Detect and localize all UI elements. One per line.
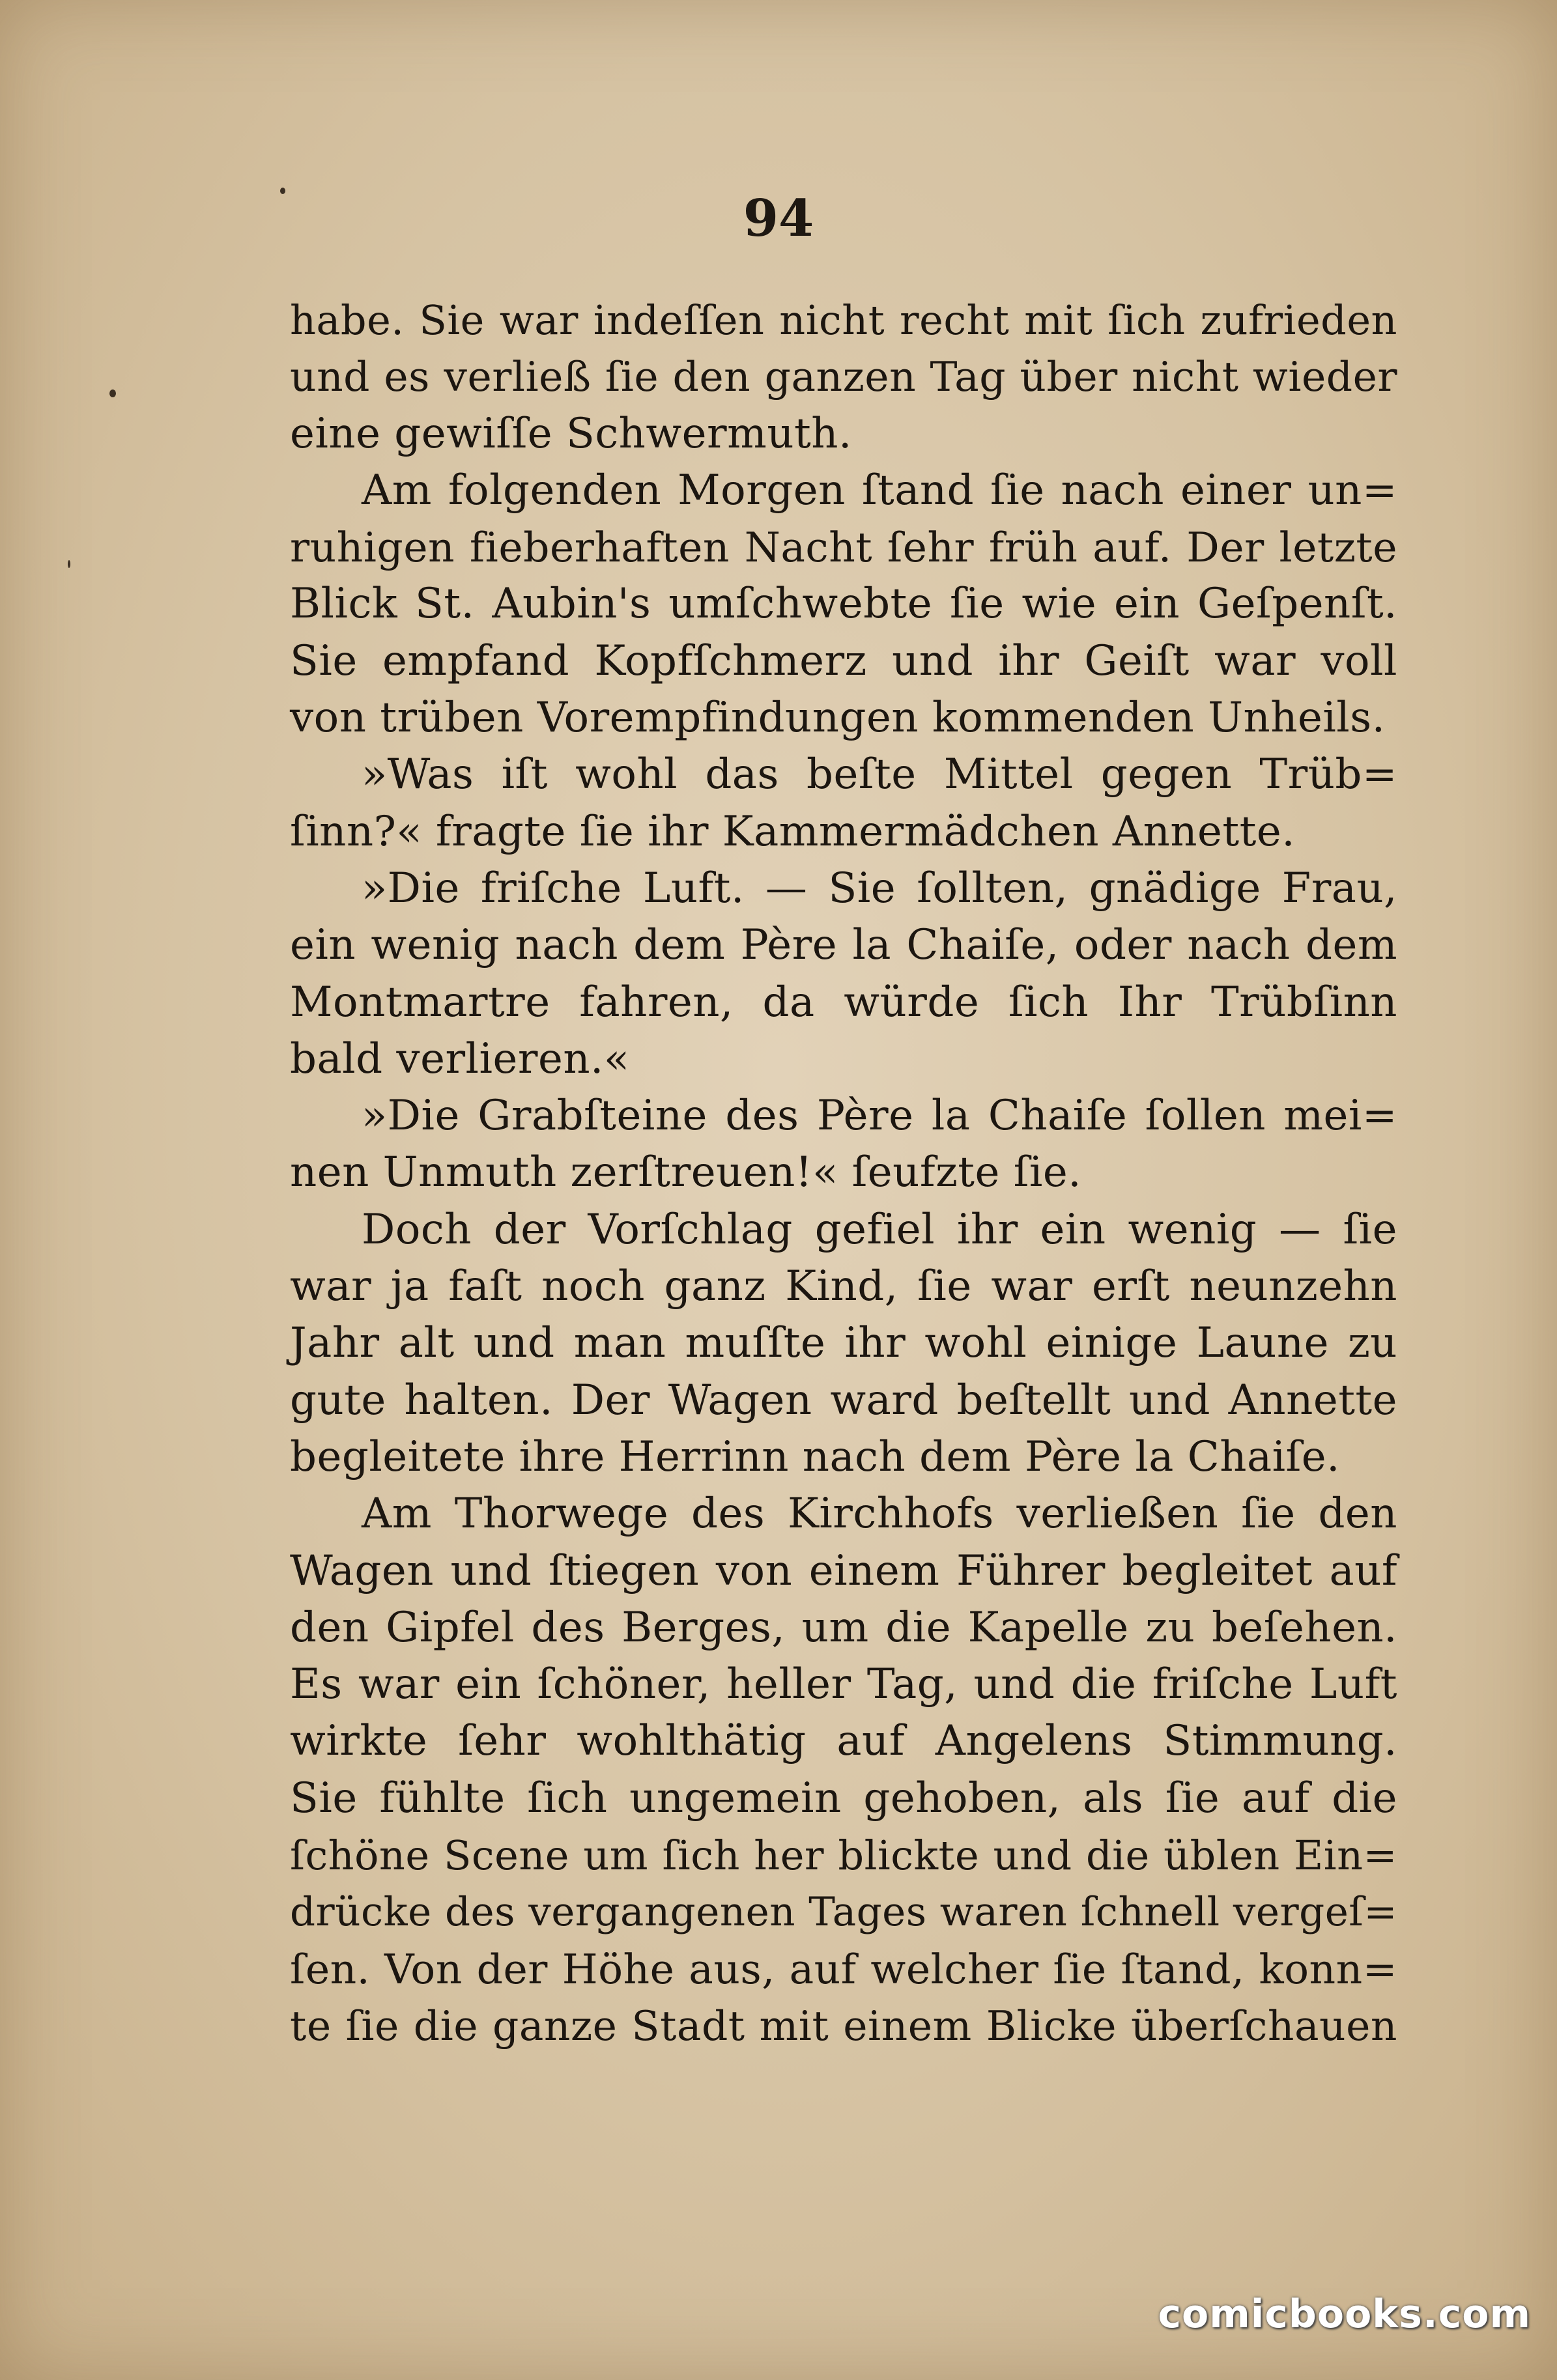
text-line: Sie fühlte ſich ungemein gehoben, als ſie auf die	[290, 1774, 1397, 1822]
text-line: ruhigen fieberhaften Nacht ſehr früh auf. Der letzte	[290, 524, 1397, 572]
text-line: ſchöne Scene um ſich her blickte und die üblen Ein=	[290, 1832, 1397, 1880]
text-line: von trüben Vorempfindungen kommenden Unheils.	[290, 694, 1386, 743]
text-line: habe. Sie war indeſſen nicht recht mit ſich zufrieden	[290, 296, 1397, 344]
text-line: drücke des vergangenen Tages waren ſchnell vergeſ=	[290, 1889, 1397, 1936]
text-line: nen Unmuth zerſtreuen!« ſeufzte ſie.	[290, 1148, 1082, 1197]
text-line: Es war ein ſchöner, heller Tag, und die friſche Luft	[290, 1660, 1397, 1709]
text-line: »Die Grabſteine des Père la Chaiſe ſollen mei=	[362, 1092, 1397, 1140]
page-number: 94	[743, 189, 814, 248]
text-line: begleitete ihre Herrinn nach dem Père la Chaiſe.	[290, 1432, 1340, 1481]
text-line: ein wenig nach dem Père la Chaiſe, oder nach dem	[290, 921, 1397, 970]
text-line: »Was iſt wohl das beſte Mittel gegen Trüb=	[362, 750, 1397, 799]
ink-speck	[68, 560, 70, 568]
text-line: und es verließ ſie den ganzen Tag über nicht wieder	[290, 353, 1397, 401]
body-text	[290, 292, 1397, 2054]
text-line: Wagen und ſtiegen von einem Führer begleitet auf	[290, 1546, 1397, 1595]
text-line: te ſie die ganze Stadt mit einem Blicke überſchauen	[290, 2002, 1397, 2050]
text-line: Montmartre fahren, da würde ſich Ihr Trübſinn	[290, 978, 1397, 1027]
text-line: Blick St. Aubin's umſchwebte ſie wie ein Geſpenſt.	[290, 580, 1397, 629]
text-line: Am Thorwege des Kirchhofs verließen ſie den	[362, 1490, 1397, 1538]
watermark: comicbooks.com	[1158, 2291, 1531, 2337]
text-line: Jahr alt und man muſſte ihr wohl einige Laune zu	[290, 1319, 1397, 1368]
text-line: wirkte ſehr wohlthätig auf Angelens Stimmung.	[290, 1717, 1397, 1766]
text-line: Am folgenden Morgen ſtand ſie nach einer un=	[362, 466, 1397, 515]
ink-speck	[109, 390, 116, 397]
text-line: war ja faſt noch ganz Kind, ſie war erſt neunzehn	[290, 1262, 1397, 1311]
text-line: ſen. Von der Höhe aus, auf welcher ſie ſtand, konn=	[290, 1945, 1397, 1993]
text-line: den Gipfel des Berges, um die Kapelle zu beſehen.	[290, 1603, 1397, 1652]
text-line: Doch der Vorſchlag gefiel ihr ein wenig — ſie	[362, 1205, 1397, 1254]
text-line: ſinn?« fragte ſie ihr Kammermädchen Annette.	[290, 807, 1296, 856]
text-line: »Die friſche Luft. — Sie ſollten, gnädige Frau,	[362, 864, 1397, 913]
text-line: bald verlieren.«	[290, 1034, 630, 1083]
text-line: gute halten. Der Wagen ward beſtellt und Annette	[290, 1376, 1397, 1424]
text-line: Sie empfand Kopfſchmerz und ihr Geiſt war voll	[290, 636, 1397, 685]
text-line: eine gewiſſe Schwermuth.	[290, 409, 852, 458]
